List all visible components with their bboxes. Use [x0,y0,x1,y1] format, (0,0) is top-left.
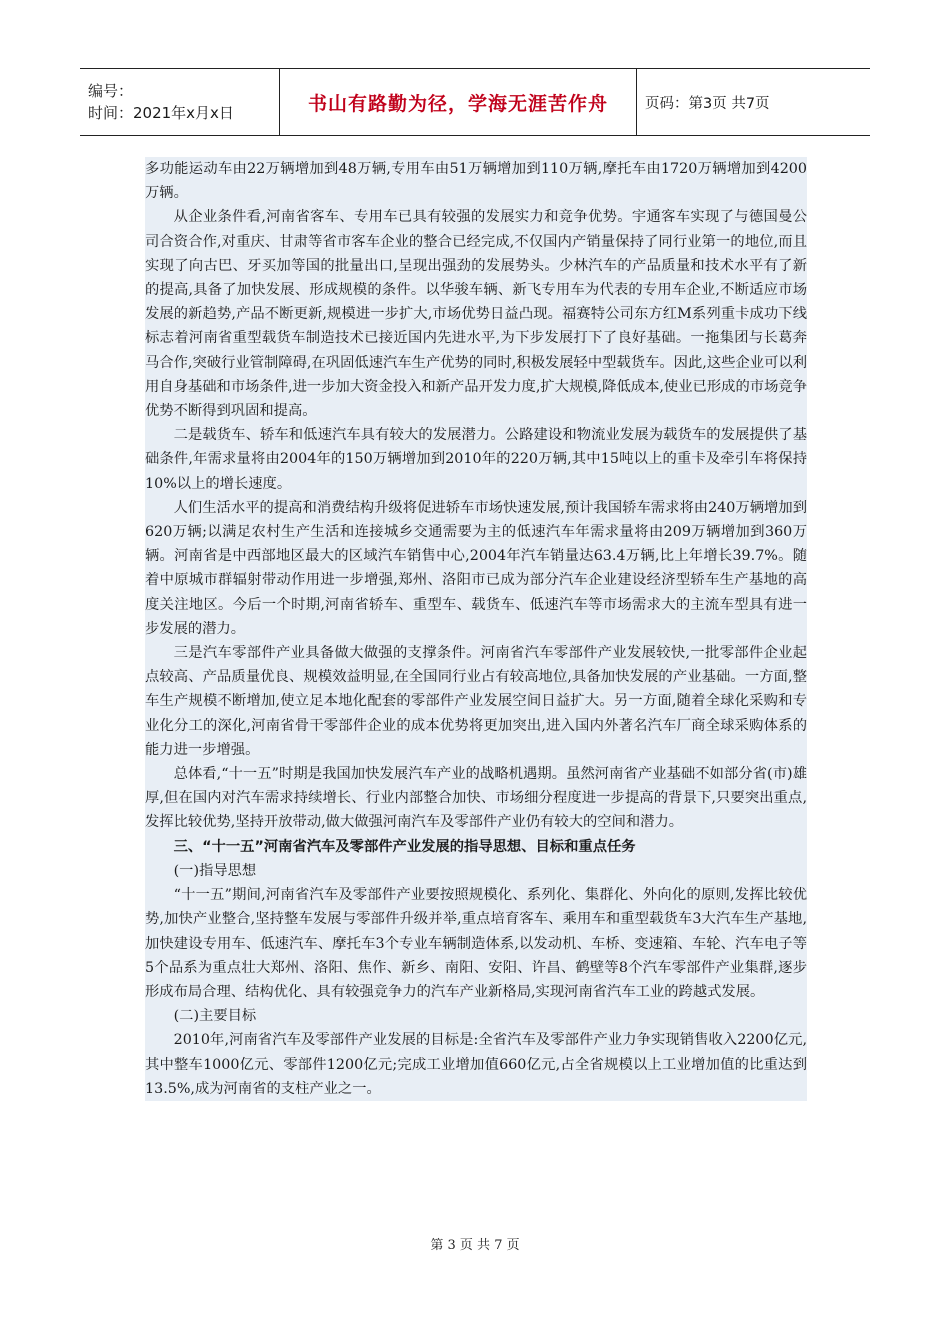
header-motto: 书山有路勤为径，学海无涯苦作舟 [280,69,637,135]
serial-label: 编号： [88,82,134,100]
paragraph: 总体看,“十一五”时期是我国加快发展汽车产业的战略机遇期。虽然河南省产业基础不如部分省(市)雄厚,但在国内对汽车需求持续增长、行业内部整合加快、市场细分程度进一步提高的背景下,只要突出重点,发挥比较优势,坚持开放带动,做大做强河南汽车及零部件产业仍有较大的空间和潜力。 [145,766,807,831]
paragraph: 2010年,河南省汽车及零部件产业发展的目标是:全省汽车及零部件产业力争实现销售收入2200亿元,其中整车1000亿元、零部件1200亿元;完成工业增加值660亿元,占全省规模以上工业增加值的比重达到13.5%,成为河南省的支柱产业之一。 [145,1032,807,1097]
page-footer: 第 3 页 共 7 页 [430,1238,520,1253]
paragraph: 三是汽车零部件产业具备做大做强的支撑条件。河南省汽车零部件产业发展较快,一批零部件企业起点较高、产品质量优良、规模效益明显,在全国同行业占有较高地位,具备加快发展的产业基础。一方面,整车生产规模不断增加,使立足本地化配套的零部件产业发展空间日益扩大。另一方面,随着全球化采购和专业化分工的深化,河南省骨干零部件企业的成本优势将更加突出,进入国内外著名汽车厂商全球采购体系的能力进一步增强。 [145,645,807,758]
paragraph: 从企业条件看,河南省客车、专用车已具有较强的发展实力和竞争优势。宇通客车实现了与德国曼公司合资合作,对重庆、甘肃等省市客车企业的整合已经完成,不仅国内产销量保持了同行业第一的地位,而且实现了向古巴、牙买加等国的批量出口,呈现出强劲的发展势头。少林汽车的产品质量和技术水平有了新的提高,具备了加快发展、形成规模的条件。以华骏车辆、新飞专用车为代表的专用车企业,不断适应市场发展的新趋势,产品不断更新,规模进一步扩大,市场优势日益凸现。福赛特公司东方红M系列重卡成功下线标志着河南省重型载货车制造技术已接近国内先进水平,为下步发展打下了良好基础。一拖集团与长葛奔马合作,突破行业管制障碍,在巩固低速汽车生产优势的同时,积极发展轻中型载货车。因此,这些企业可以利用自身基础和市场条件,进一步加大资金投入和新产品开发力度,扩大规模,降低成本,使业已形成的市场竞争优势不断得到巩固和提高。 [145,209,807,420]
subsection-heading: (二)主要目标 [173,1008,257,1025]
paragraph: 人们生活水平的提高和消费结构升级将促进轿车市场快速发展,预计我国轿车需求将由240万辆增加到620万辆;以满足农村生产生活和连接城乡交通需要为主的低速汽车年需求量将由209万辆增加到360万辆。河南省是中西部地区最大的区域汽车销售中心,2004年汽车销量达63.4万辆,比上年增长39.7%。随着中原城市群辐射带动作用进一步增强,郑州、洛阳市已成为部分汽车企业建设经济型轿车生产基地的高度关注地区。今后一个时期,河南省轿车、重型车、载货车、低速汽车等市场需求大的主流车型具有进一步发展的潜力。 [145,499,807,637]
document-body [145,157,807,1101]
paragraph: 二是载货车、轿车和低速汽车具有较大的发展潜力。公路建设和物流业发展为载货车的发展提供了基础条件,年需求量将由2004年的150万辆增加到2010年的220万辆,其中15吨以上的重卡及牵引车将保持10%以上的增长速度。 [145,427,807,492]
date-line: 时间：2021年x月x日 [88,104,234,122]
subsection-heading: (一)指导思想 [173,862,257,879]
page-header [80,68,870,136]
paragraph: “十一五”期间,河南省汽车及零部件产业要按照规模化、系列化、集群化、外向化的原则,发挥比较优势,加快产业整合,坚持整车发展与零部件升级并举,重点培育客车、乘用车和重型载货车3大汽车生产基地,加快建设专用车、低速汽车、摩托车3个专业车辆制造体系,以发动机、车桥、变速箱、车轮、汽车电子等5个品系为重点壮大郑州、洛阳、焦作、新乡、南阳、安阳、许昌、鹤壁等8个汽车零部件产业集群,逐步形成布局合理、结构优化、具有较强竞争力的汽车产业新格局,实现河南省汽车工业的跨越式发展。 [145,887,807,1000]
header-page-info: 页码：第3页 共7页 [645,95,770,112]
section-heading: 三、“十一五”河南省汽车及零部件产业发展的指导思想、目标和重点任务 [173,838,636,855]
header-meta [80,69,280,135]
paragraph-continuation: 多功能运动车由22万辆增加到48万辆,专用车由51万辆增加到110万辆,摩托车由1720万辆增加到4200万辆。 [145,161,807,202]
